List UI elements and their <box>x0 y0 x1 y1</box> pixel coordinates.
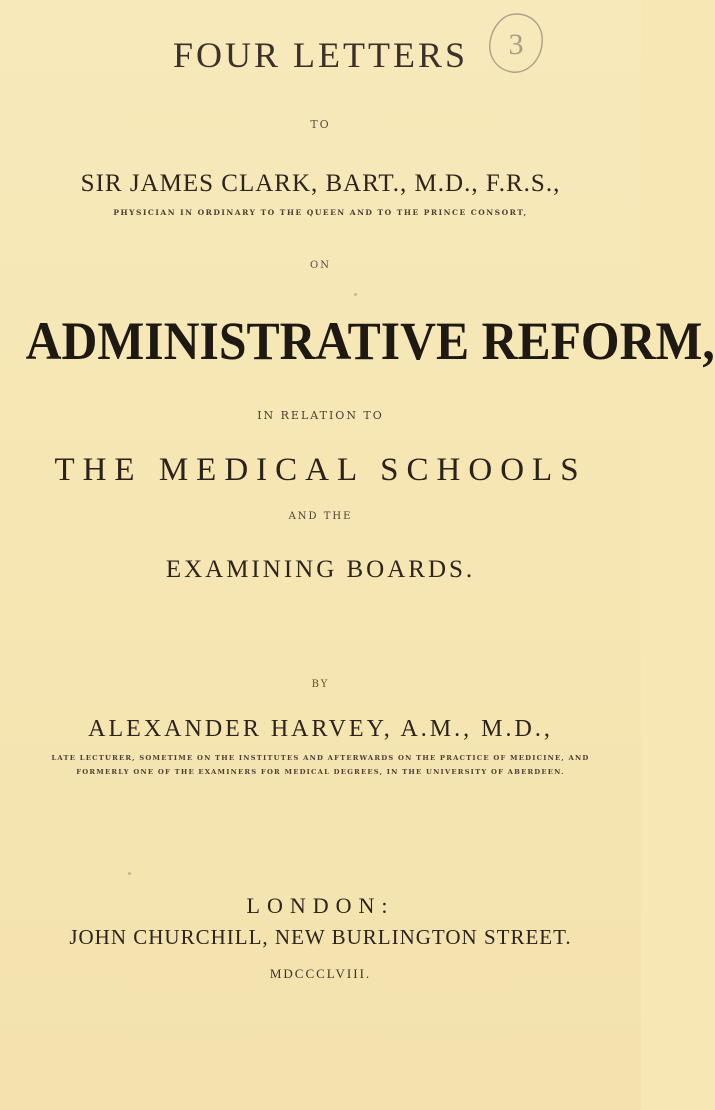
author-credit-line-2: FORMERLY ONE OF THE EXAMINERS FOR MEDICAL DEGREES, IN THE UNIVERSITY OF ABERDEEN. <box>76 768 565 776</box>
paper-speck <box>128 872 131 875</box>
author-credit-line-1: LATE LECTURER, SOMETIME ON THE INSTITUTES AND AFTERWARDS ON THE PRACTICE OF MEDICINE, AND <box>51 754 590 762</box>
author-name: ALEXANDER HARVEY, A.M., M.D., <box>88 716 553 742</box>
schools-heading: THE MEDICAL SCHOOLS <box>54 452 587 488</box>
paper-speck <box>354 293 357 296</box>
addressee-name: SIR JAMES CLARK, BART., M.D., F.R.S., <box>80 170 561 197</box>
imprint-city: LONDON: <box>246 893 395 918</box>
to-line: TO <box>310 118 331 131</box>
relation-line: IN RELATION TO <box>257 409 384 422</box>
book-title: FOUR LETTERS <box>172 35 468 75</box>
imprint-year: MDCCCLVIII. <box>269 966 372 981</box>
stamp-number: 3 <box>508 28 524 61</box>
and-the-line: AND THE <box>288 511 353 522</box>
on-line: ON <box>310 260 331 271</box>
subject-heading: ADMINISTRATIVE REFORM, <box>25 311 715 371</box>
imprint-publisher: JOHN CHURCHILL, NEW BURLINGTON STREET. <box>69 925 572 949</box>
addressee-role: PHYSICIAN IN ORDINARY TO THE QUEEN AND TO THE PRINCE CONSORT, <box>113 208 528 217</box>
boards-heading: EXAMINING BOARDS. <box>165 556 476 583</box>
by-line: BY <box>311 679 330 690</box>
